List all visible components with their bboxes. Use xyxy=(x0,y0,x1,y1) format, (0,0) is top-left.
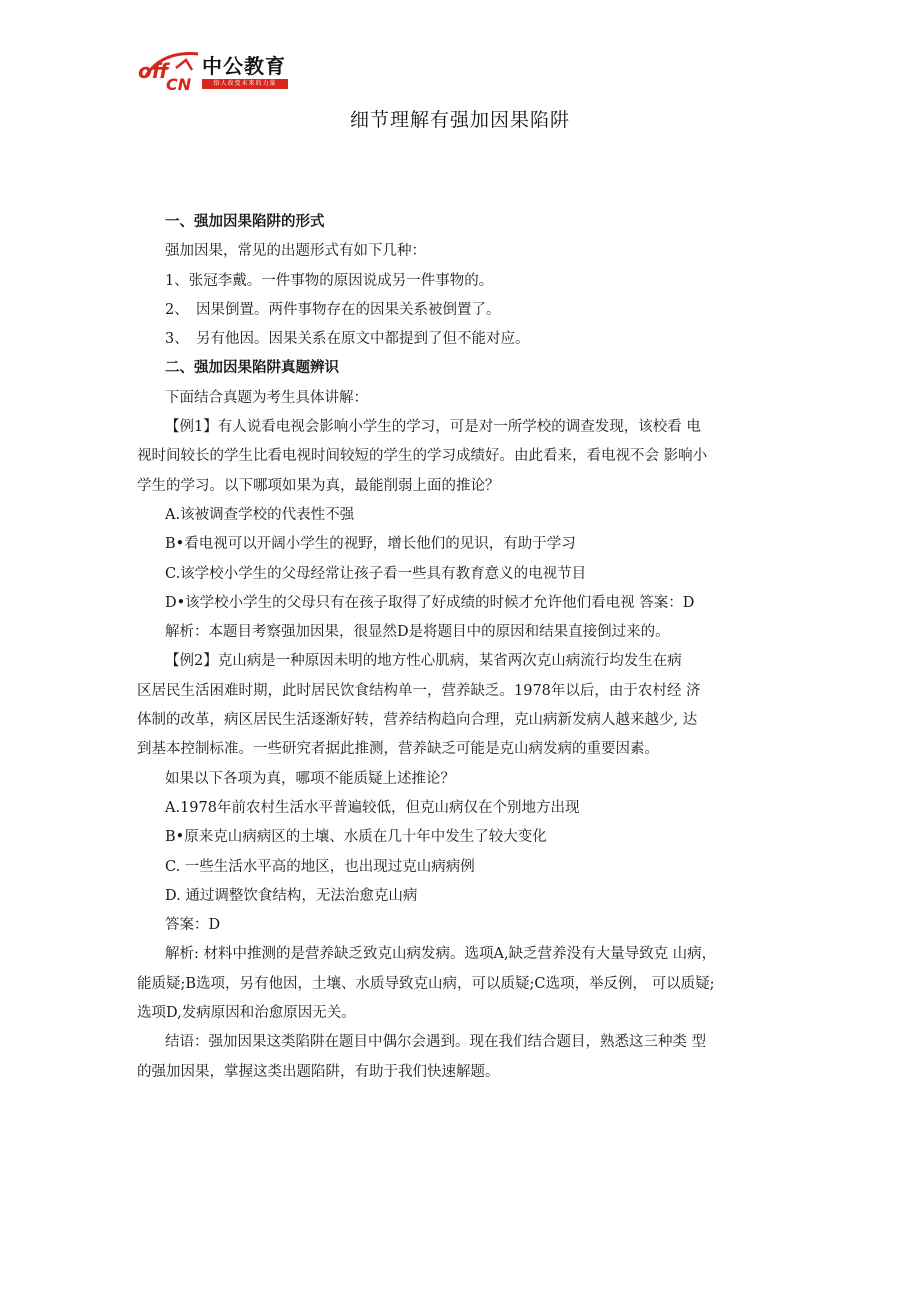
example-1-line: 【例1】有人说看电视会影响小学生的学习，可是对一所学校的调查发现，该校看 电 xyxy=(165,419,701,436)
example-2-analysis: 选项D,发病原因和治愈原因无关。 xyxy=(137,1005,356,1022)
example-2-line: 到基本控制标准。一些研究者据此推测，营养缺乏可能是克山病发病的重要因素。 xyxy=(137,741,659,758)
logo-mark-off: off xyxy=(138,59,169,83)
example-1-option-a: A.该被调查学校的代表性不强 xyxy=(165,506,355,523)
list-item-2: 2、 因果倒置。两件事物存在的因果关系被倒置了。 xyxy=(165,301,501,318)
example-2-option-d: D. 通过调整饮食结构，无法治愈克山病 xyxy=(165,887,418,904)
example-1-analysis: 解析：本题目考察强加因果，很显然D是将题目中的原因和结果直接倒过来的。 xyxy=(165,624,670,641)
example-2-line: 区居民生活困难时期，此时居民饮食结构单一，营养缺乏。1978年以后，由于农村经 济 xyxy=(137,682,701,699)
example-1-option-c: C.该学校小学生的父母经常让孩子看一些具有教育意义的电视节目 xyxy=(165,565,587,582)
list-item-1: 1、张冠李戴。一件事物的原因说成另一件事物的。 xyxy=(165,272,494,289)
section-heading-1: 一、强加因果陷阱的形式 xyxy=(165,214,325,230)
example-1-line: 学生的学习。以下哪项如果为真，最能削弱上面的推论？ xyxy=(137,477,500,494)
example-2-question: 如果以下各项为真，哪项不能质疑上述推论？ xyxy=(165,770,455,787)
example-1-option-d: D•该学校小学生的父母只有在孩子取得了好成绩的时候才允许他们看电视 答案：D xyxy=(165,594,695,611)
section-heading-2: 二、强加因果陷阱真题辨识 xyxy=(165,360,339,377)
document-body xyxy=(137,208,790,1087)
example-2-analysis: 解析: 材料中推测的是营养缺乏致克山病发病。选项A,缺乏营养没有大量导致克 山病， xyxy=(165,946,717,963)
example-2-line: 【例2】克山病是一种原因未明的地方性心肌病，某省两次克山病流行均发生在病 xyxy=(165,653,682,670)
example-1-line: 视时间较长的学生比看电视时间较短的学生的学习成绩好。由此看来，看电视不会 影响小 xyxy=(137,448,708,465)
example-2-option-a: A.1978年前农村生活水平普遍较低，但克山病仅在个别地方出现 xyxy=(165,799,580,816)
example-2-answer: 答案：D xyxy=(165,917,221,934)
logo-mark-cn: CN xyxy=(166,75,192,94)
offcn-logo-mark xyxy=(136,46,200,94)
paragraph-line: 下面结合真题为考生具体讲解： xyxy=(165,389,368,406)
conclusion-line: 结语：强加因果这类陷阱在题目中偶尔会遇到。现在我们结合题目，熟悉这三种类 型 xyxy=(165,1034,707,1051)
logo-name: 中公教育 xyxy=(202,54,286,78)
paragraph-line: 强加因果，常见的出题形式有如下几种： xyxy=(165,243,426,260)
example-2-option-c: C. 一些生活水平高的地区，也出现过克山病病例 xyxy=(165,858,475,875)
example-2-analysis: 能质疑;B选项，另有他因，土壤、水质导致克山病，可以质疑;C选项，举反例， 可以质疑; xyxy=(137,975,715,992)
conclusion-line: 的强加因果，掌握这类出题陷阱，有助于我们快速解题。 xyxy=(137,1063,500,1080)
logo-slogan: 给人改变未来的力量 xyxy=(202,79,288,89)
list-item-3: 3、 另有他因。因果关系在原文中都提到了但不能对应。 xyxy=(165,331,530,348)
example-2-option-b: B•原来克山病病区的土壤、水质在几十年中发生了较大变化 xyxy=(165,829,547,846)
example-1-option-b: B•看电视可以开阔小学生的视野，增长他们的见识，有助于学习 xyxy=(165,536,576,553)
example-2-line: 体制的改革，病区居民生活逐渐好转，营养结构趋向合理，克山病新发病人越来越少, 达 xyxy=(137,712,698,729)
offcn-logo xyxy=(136,46,296,94)
document-title: 细节理解有强加因果陷阱 xyxy=(349,109,570,131)
